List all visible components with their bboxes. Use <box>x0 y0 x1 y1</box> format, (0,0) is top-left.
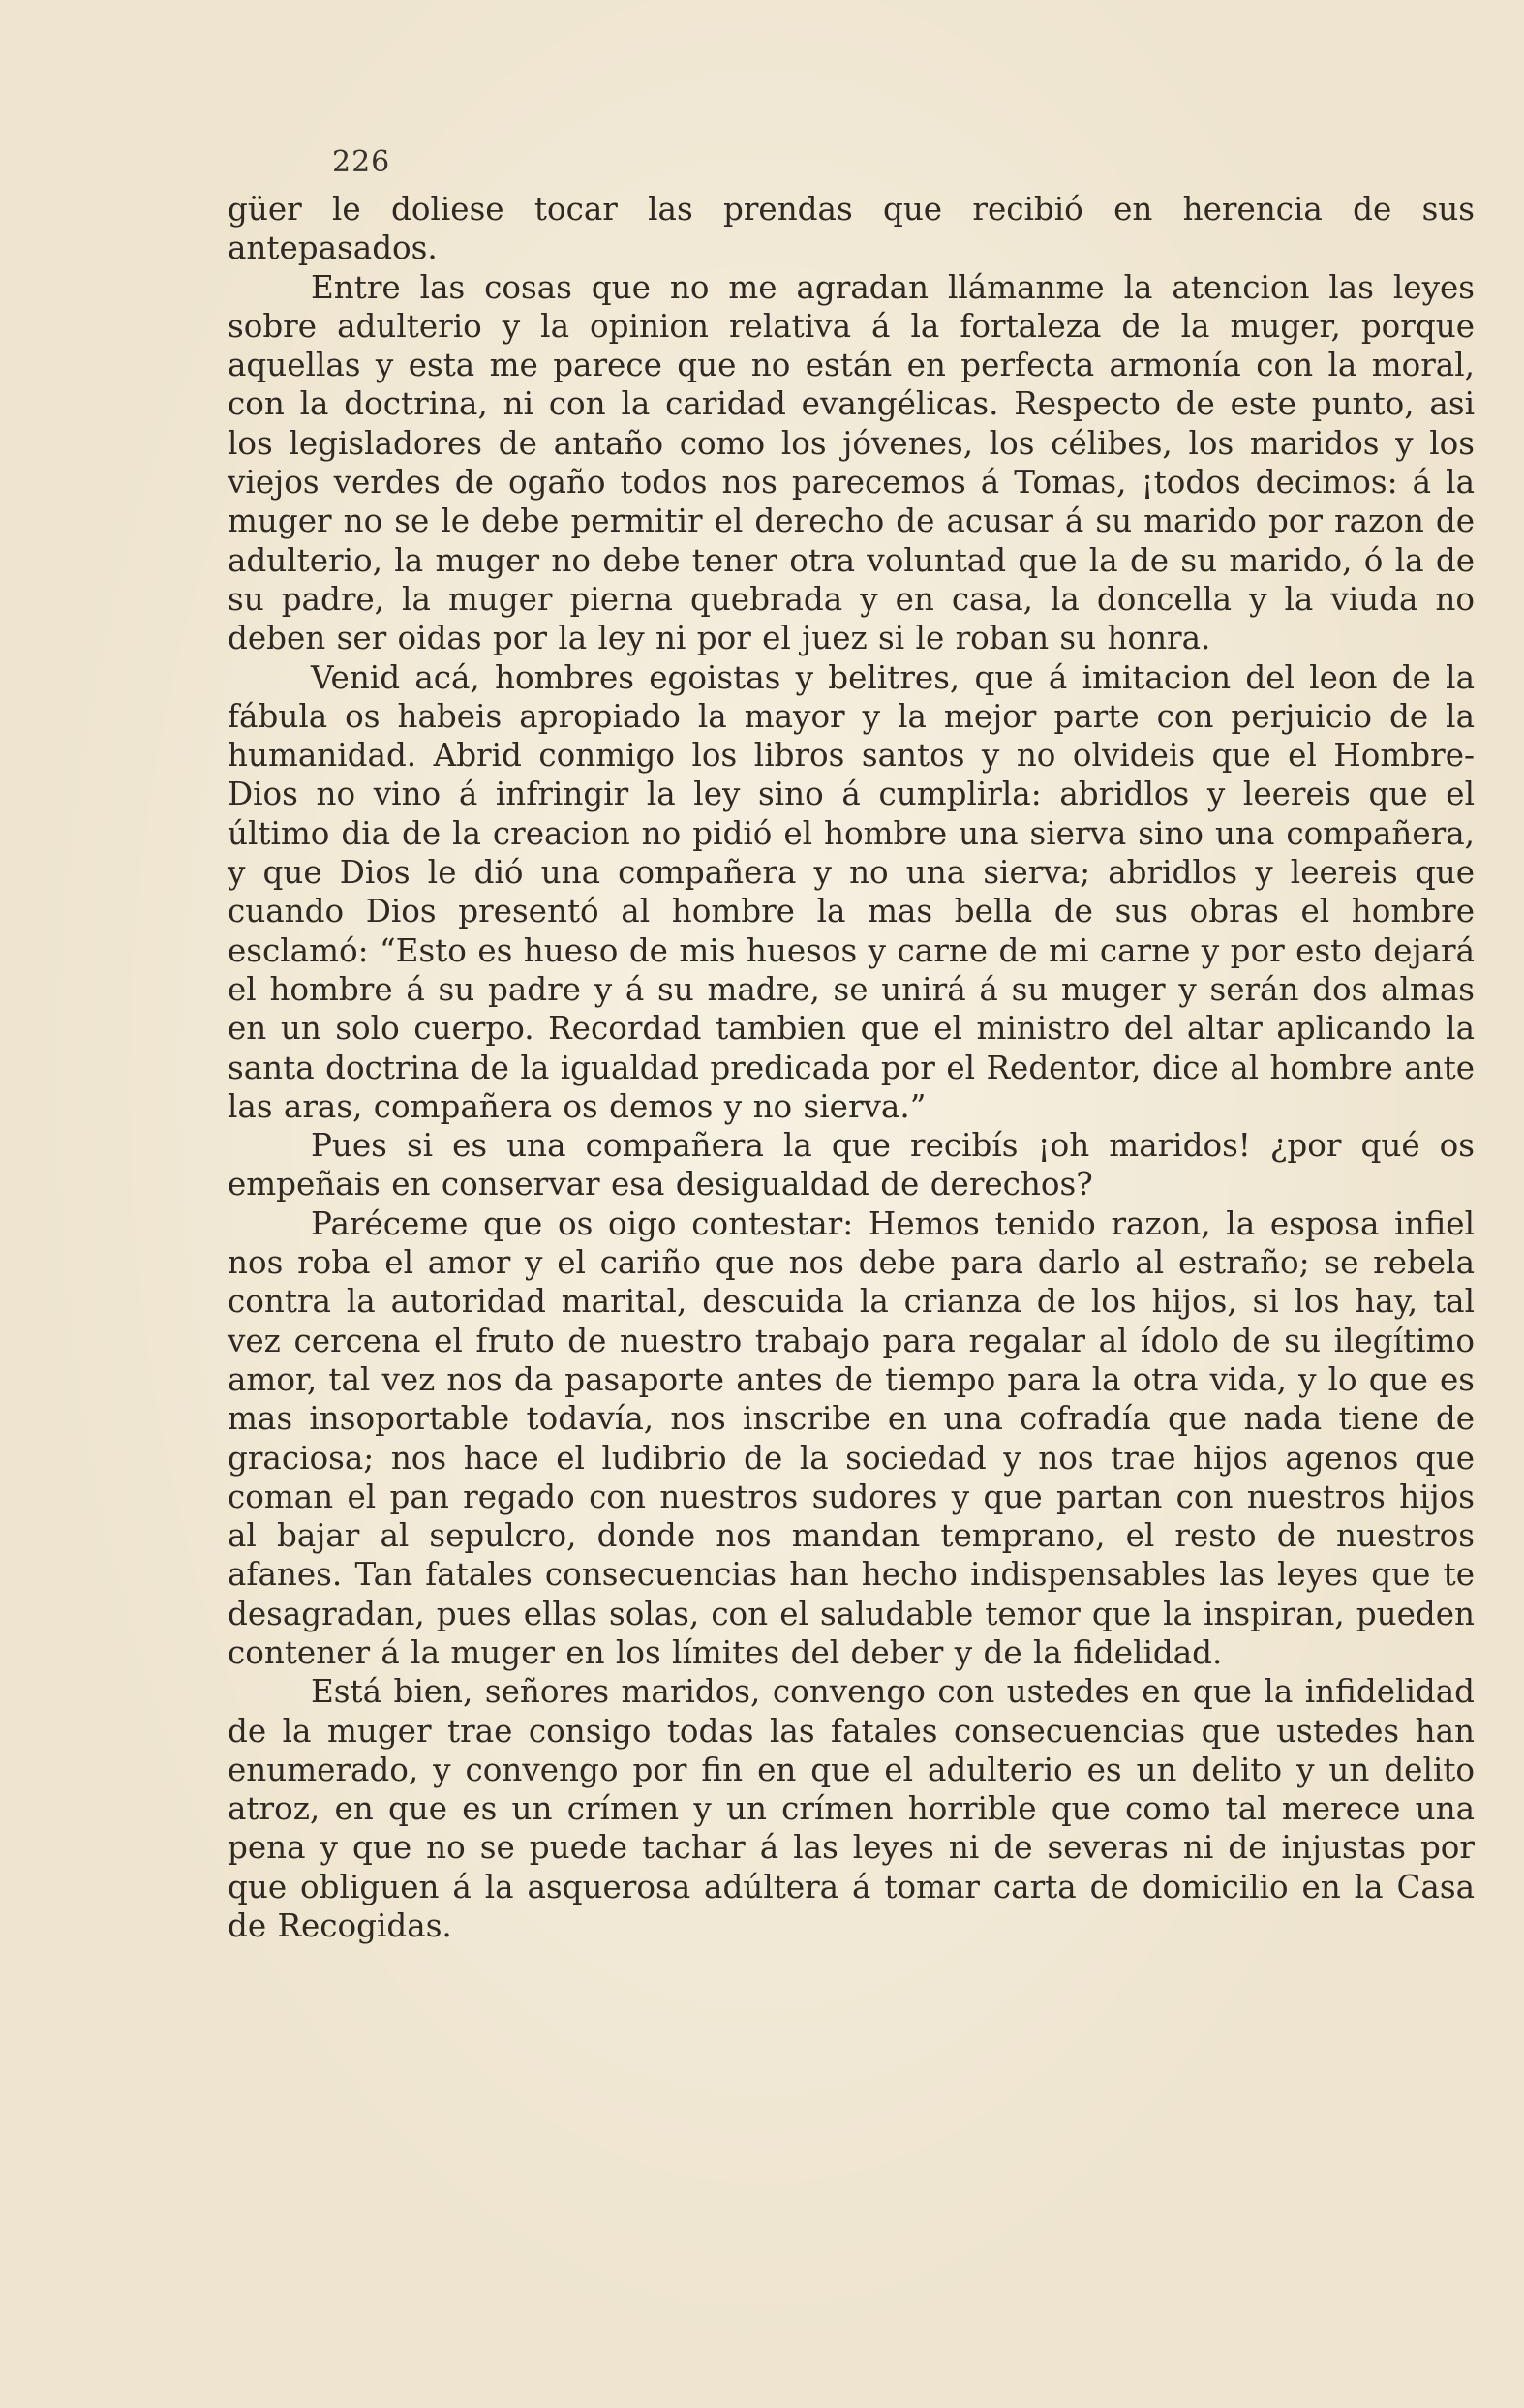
paragraph-pareceme: Paréceme que os oigo contestar: Hemos tenido razon, la esposa infiel nos roba el amor y el cariño que nos debe para darlo al estraño; se rebela contra la autoridad marital, descuida la crianza de los hijos, si los hay, tal vez cercena el fruto de nuestro trabajo para regalar al ídolo de su ilegítimo amor, tal vez nos da pasaporte antes de tiempo para la otra vida, y lo que es mas insoportable todavía, nos inscribe en una cofradía que nada tiene de graciosa; nos hace el ludibrio de la sociedad y nos trae hijos agenos que coman el pan regado con nuestros sudores y que partan con nuestros hijos al bajar al sepulcro, donde nos mandan temprano, el resto de nuestros afanes. Tan fatales consecuencias han hecho indispensables las leyes que te desagradan, pues ellas solas, con el saludable temor que la inspiran, pueden contener á la muger en los límites del deber y de la fidelidad. <box>228 1204 1475 1671</box>
paragraph-venid-aca: Venid acá, hombres egoistas y belitres, que á imitacion del leon de la fábula os habeis apropiado la mayor y la mejor parte con perjuicio de la humanidad. Abrid conmigo los libros santos y no olvideis que el Hombre-Dios no vino á infringir la ley sino á cumplirla: abridlos y leereis que el último dia de la creacion no pidió el hombre una sierva sino una compañera, y que Dios le dió una compañera y no una sierva; abridlos y leereis que cuando Dios presentó al hombre la mas bella de sus obras el hombre esclamó: “Esto es hueso de mis huesos y carne de mi carne y por esto dejará el hombre á su padre y á su madre, se unirá á su muger y serán dos almas en un solo cuerpo. Recordad tambien que el ministro del altar aplicando la santa doctrina de la igualdad predicada por el Redentor, dice al hombre ante las aras, compañera os demos y no sierva.” <box>228 658 1475 1125</box>
body-text <box>228 190 1475 2310</box>
paragraph-esta-bien: Está bien, señores maridos, convengo con ustedes en que la infidelidad de la muger trae consigo todas las fatales consecuencias que ustedes han enumerado, y convengo por fin en que el adulterio es un delito y un delito atroz, en que es un crímen y un crímen horrible que como tal merece una pena y que no se puede tachar á las leyes ni de severas ni de injustas por que obliguen á la asquerosa adúltera á tomar carta de domicilio en la Casa de Recogidas. <box>228 1673 1475 1945</box>
paragraph-continuation: güer le doliese tocar las prendas que recibió en herencia de sus antepasados. <box>228 191 1475 267</box>
paragraph-leyes-adulterio: Entre las cosas que no me agradan llámanme la atencion las leyes sobre adulterio y la opinion relativa á la fortaleza de la muger, porque aquellas y esta me parece que no están en perfecta armonía con la moral, con la doctrina, ni con la caridad evangélicas. Respecto de este punto, asi los legisladores de antaño como los jóvenes, los célibes, los maridos y los viejos verdes de ogaño todos nos parecemos á Tomas, ¡todos decimos: á la muger no se le debe permitir el derecho de acusar á su marido por razon de adulterio, la muger no debe tener otra voluntad que la de su marido, ó la de su padre, la muger pierna quebrada y en casa, la doncella y la viuda no deben ser oidas por la ley ni por el juez si le roban su honra. <box>228 268 1475 657</box>
page-number: 226 <box>332 145 391 179</box>
paragraph-pues-si: Pues si es una compañera la que recibís ¡oh maridos! ¿por qué os empeñais en conservar esa desigualdad de derechos? <box>228 1127 1475 1204</box>
